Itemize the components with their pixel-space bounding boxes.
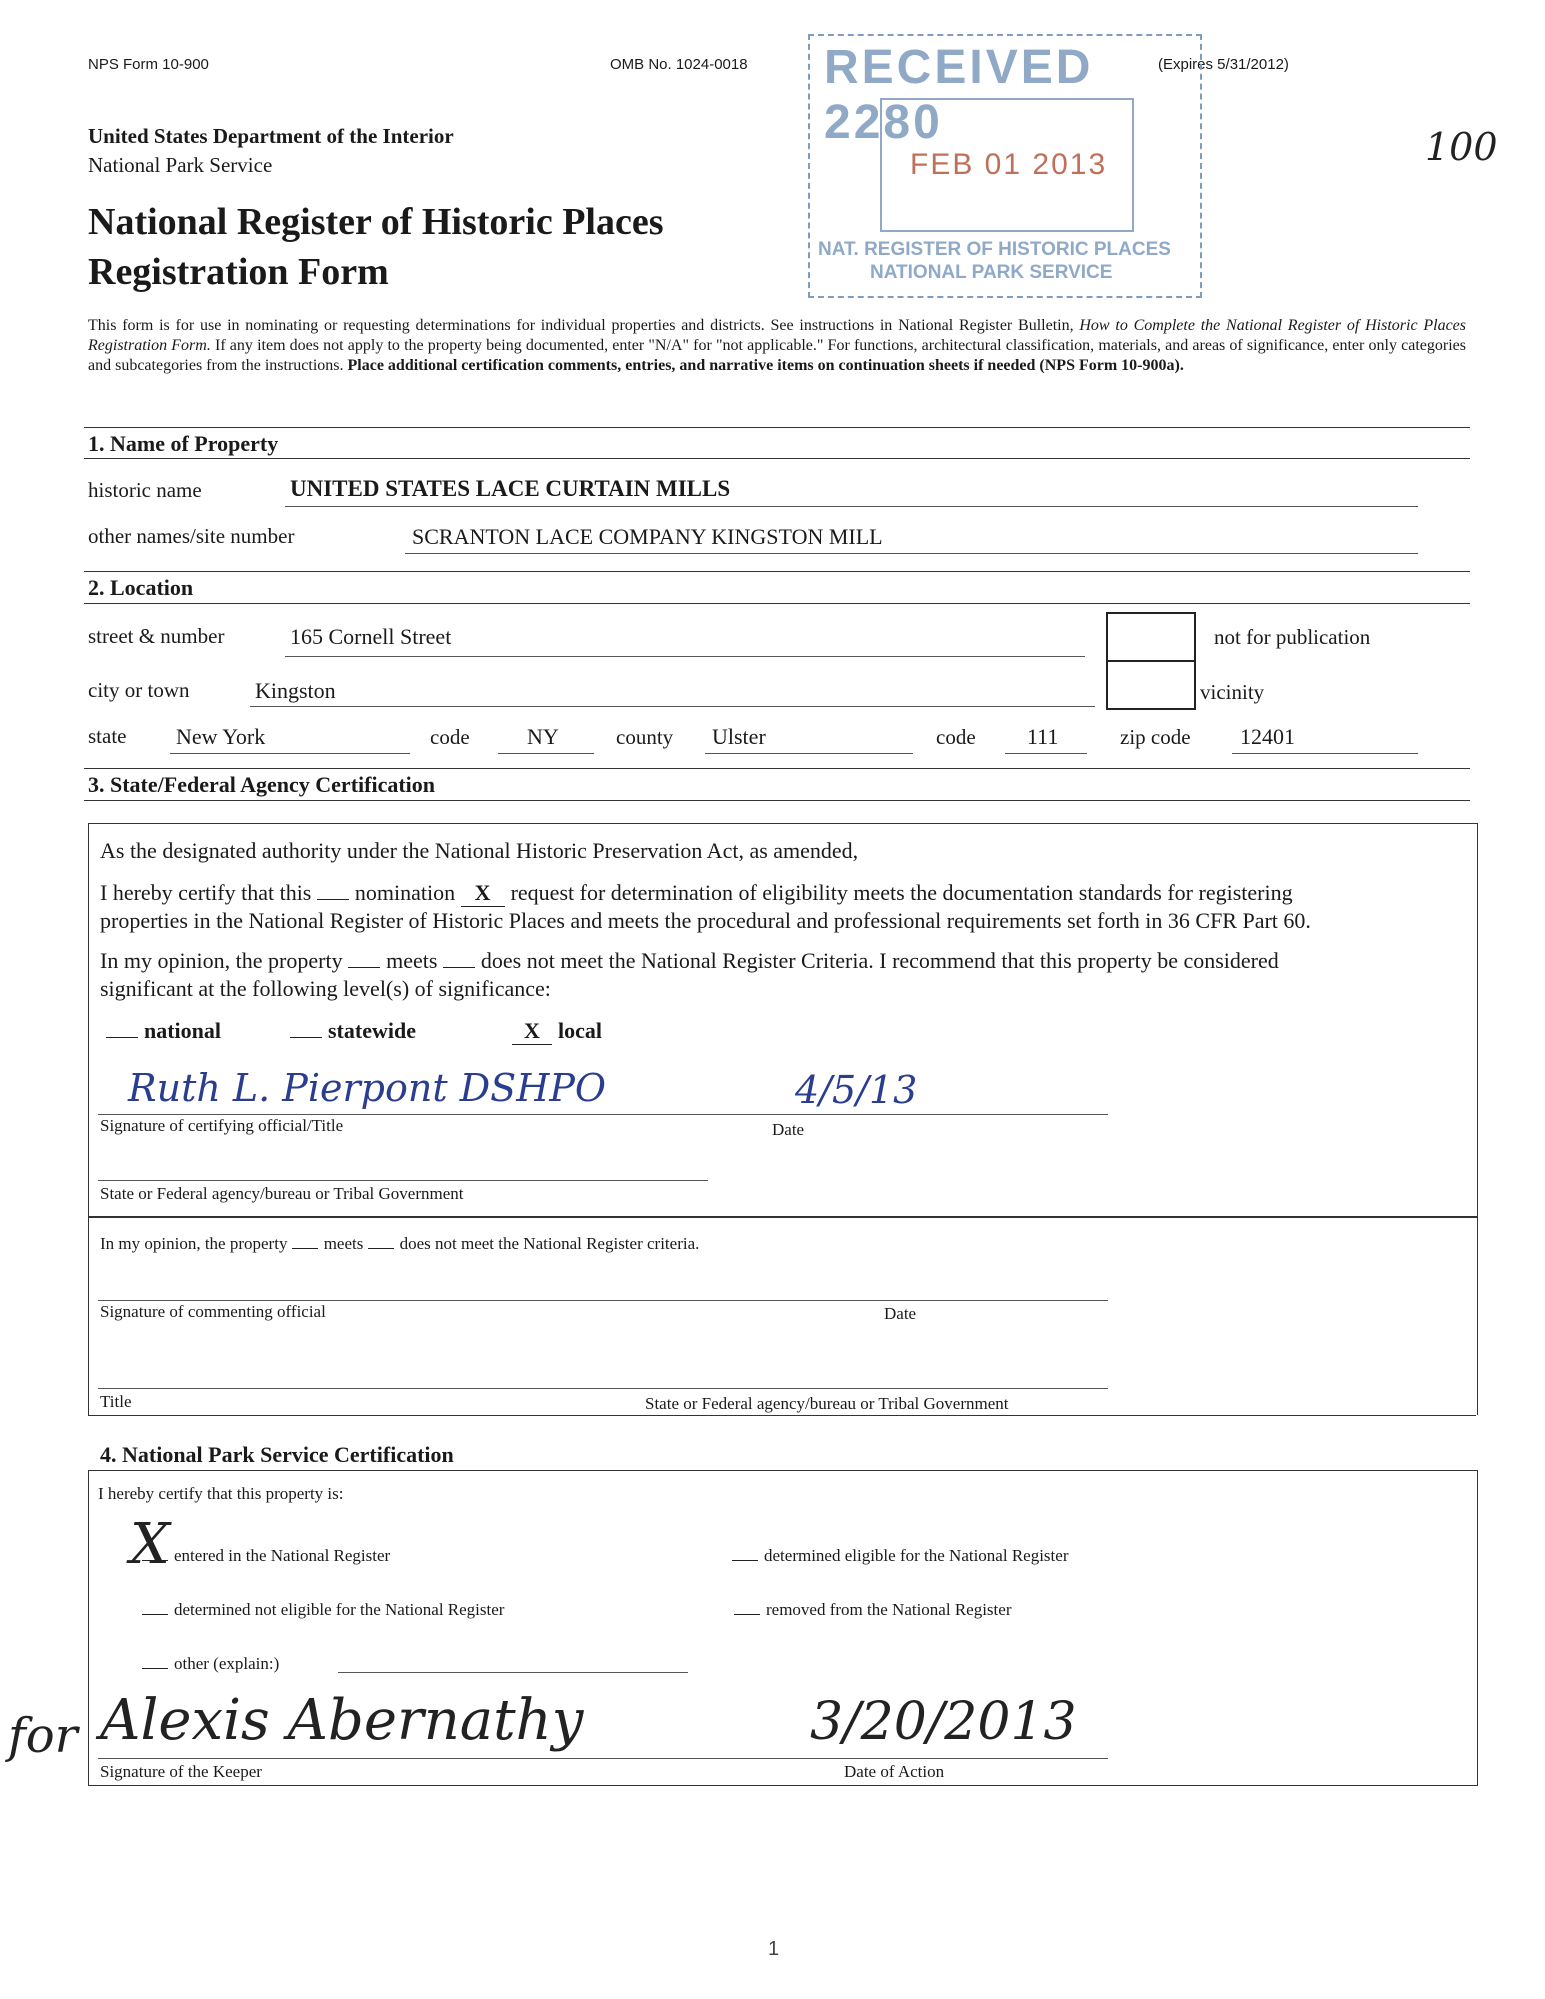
other-blank[interactable] [142,1654,168,1669]
entered-label: entered in the National Register [174,1546,391,1565]
section-2-heading: 2. Location [88,575,194,600]
county-value: Ulster [712,724,766,749]
commenting-title-label: Title [100,1392,132,1411]
does-not-meet-blank[interactable] [443,949,475,968]
stamp-date: FEB 01 2013 [910,148,1108,181]
certifying-date-handwriting: 4/5/13 [795,1068,918,1112]
nps-certify-intro: I hereby certify that this property is: [98,1484,344,1503]
statewide-blank[interactable] [290,1019,322,1038]
opinion-intro: In my opinion, the property [100,948,343,973]
certifying-official-signature: Ruth L. Pierpont DSHPO [128,1066,607,1110]
not-for-publication-checkbox[interactable] [1106,612,1196,662]
request-determination-mark[interactable]: X [461,880,505,907]
section-rule [84,458,1470,459]
entered-option [142,1546,390,1566]
section-rule [88,1415,1476,1416]
level-national: national [144,1018,222,1043]
certifying-date-label: Date [772,1120,805,1139]
removed-blank[interactable] [734,1600,760,1615]
instructions-text-1: This form is for use in nominating or requesting determinations for individual properties and districts. See instructions in National Register Bulletin, [88,317,1080,334]
significance-levels [106,1018,221,1044]
entered-checkmark[interactable]: X [130,1512,170,1577]
other-label: other (explain:) [174,1654,280,1673]
other-names-line [405,553,1418,554]
form-subtitle: Registration Form [88,251,389,293]
other-explain-line [338,1672,688,1673]
instructions-paragraph [88,316,1466,376]
historic-name-value: UNITED STATES LACE CURTAIN MILLS [290,476,731,501]
keeper-signature-label: Signature of the Keeper [100,1762,262,1781]
section-rule [84,800,1470,801]
determined-eligible-label: determined eligible for the National Register [764,1546,1069,1565]
determined-eligible-blank[interactable] [732,1546,758,1561]
zip-line [1232,753,1418,754]
page-number: 1 [768,1938,780,1960]
certify-intro: I hereby certify that this [100,880,312,905]
section-rule [84,768,1470,769]
removed-option [734,1600,1011,1620]
stamp-register-line: NAT. REGISTER OF HISTORIC PLACES [818,239,1171,260]
instructions-bulletin-title: How to Complete the National Register of Historic Places Registration Form. [88,317,1466,354]
state-line [170,753,410,754]
city-label: city or town [88,678,190,702]
city-line [250,706,1095,707]
commenting-opinion [100,1234,699,1254]
vicinity-label: vicinity [1200,680,1265,704]
received-stamp [808,34,1202,298]
local-level [512,1018,602,1045]
instructions-text-2: If any item does not apply to the property being documented, enter "N/A" for "not applicable." For functions, architectural classification, materials, and areas of significance, enter only categories and subcategories from the instructions. [88,337,1466,374]
certify-statement-line2: properties in the National Register of Historic Places and meets the procedural and professional requirements set forth in 36 CFR Part 60. [100,908,1311,933]
street-label: street & number [88,624,225,648]
expiration-date: (Expires 5/31/2012) [1158,56,1289,73]
keeper-signature-line [98,1758,1108,1759]
commenting-not-meet-label: does not meet the National Register criteria. [399,1234,700,1253]
keeper-signature: Alexis Abernathy [100,1688,584,1753]
corner-handwritten-note: 100 [1425,125,1498,169]
stamp-date-box [880,98,1134,232]
certify-statement-line1 [100,880,1293,907]
city-value: Kingston [255,678,336,703]
commenting-meets-blank[interactable] [292,1234,318,1249]
form-title: National Register of Historic Places [88,201,664,243]
instructions-continuation-note: Place additional certification comments, entries, and narrative items on continuation sheets if needed (NPS Form 10-900a). [347,357,1184,374]
level-statewide: statewide [328,1018,416,1043]
street-line [285,656,1085,657]
does-not-meet-label: does not meet the National Register Criteria. I recommend that this property be considered [480,948,1279,973]
authority-statement: As the designated authority under the National Historic Preservation Act, as amended, [100,838,859,863]
stamp-service-line: NATIONAL PARK SERVICE [870,262,1113,283]
agency-label: State or Federal agency/bureau or Tribal Government [100,1184,464,1203]
commenting-meets-label: meets [323,1234,364,1253]
county-line [705,753,913,754]
zip-value: 12401 [1240,724,1295,749]
action-date-handwriting: 3/20/2013 [810,1692,1077,1752]
level-local: local [558,1018,602,1043]
nomination-label: nomination [354,880,456,905]
certifying-signature-line [98,1114,1108,1115]
commenting-signature-label: Signature of commenting official [100,1302,326,1321]
other-option [142,1654,279,1674]
county-code-line [1005,753,1087,754]
zip-label: zip code [1120,725,1191,749]
certifying-signature-label: Signature of certifying official/Title [100,1116,344,1135]
section-rule [84,427,1470,428]
department-name: United States Department of the Interior [88,124,454,148]
street-value: 165 Cornell Street [290,624,452,649]
section-rule [84,603,1470,604]
national-blank[interactable] [106,1019,138,1038]
opinion-statement-line2: significant at the following level(s) of significance: [100,976,551,1001]
historic-name-line [285,506,1418,507]
margin-handwritten-for: for [8,1708,78,1764]
opinion-statement-line1 [100,948,1279,974]
other-names-label: other names/site number [88,524,295,548]
determined-not-eligible-label: determined not eligible for the National Register [174,1600,505,1619]
commenting-not-meet-blank[interactable] [368,1234,394,1249]
not-for-publication-label: not for publication [1214,625,1371,649]
omb-number: OMB No. 1024-0018 [610,56,748,73]
nomination-blank[interactable] [317,881,349,900]
section-1-heading: 1. Name of Property [88,431,279,456]
determined-not-eligible-blank[interactable] [142,1600,168,1615]
commenting-signature-line [98,1300,1108,1301]
state-value: New York [176,724,266,749]
determined-not-eligible-option [142,1600,504,1620]
commenting-title-line [98,1388,1108,1389]
county-code-label: code [936,725,976,749]
section-rule [84,571,1470,572]
meets-blank[interactable] [348,949,380,968]
county-code-value: 111 [1027,724,1059,749]
county-label: county [616,725,674,749]
certify-standards: request for determination of eligibility meets the documentation standards for registering [510,880,1293,905]
entered-blank[interactable] [142,1546,168,1561]
meets-label: meets [386,948,438,973]
action-date-label: Date of Action [844,1762,945,1781]
other-names-value: SCRANTON LACE COMPANY KINGSTON MILL [412,524,883,549]
state-code-label: code [430,725,470,749]
agency-line [98,1180,708,1181]
determined-eligible-option [732,1546,1068,1566]
form-number: NPS Form 10-900 [88,56,209,73]
local-mark[interactable]: X [512,1018,552,1045]
statewide-level [290,1018,416,1044]
state-code-value: NY [527,724,559,749]
stamp-received-text: RECEIVED 2280 [824,41,1094,149]
commenting-opinion-intro: In my opinion, the property [100,1234,288,1253]
commenting-date-label: Date [884,1304,917,1323]
section-3-heading: 3. State/Federal Agency Certification [88,772,436,797]
historic-name-label: historic name [88,478,202,502]
state-code-line [498,753,594,754]
commenting-agency-label: State or Federal agency/bureau or Tribal Government [645,1394,1009,1413]
removed-label: removed from the National Register [766,1600,1012,1619]
service-name: National Park Service [88,153,273,177]
section-4-heading: 4. National Park Service Certification [100,1442,454,1467]
state-label: state [88,724,127,748]
vicinity-checkbox[interactable] [1106,660,1196,710]
